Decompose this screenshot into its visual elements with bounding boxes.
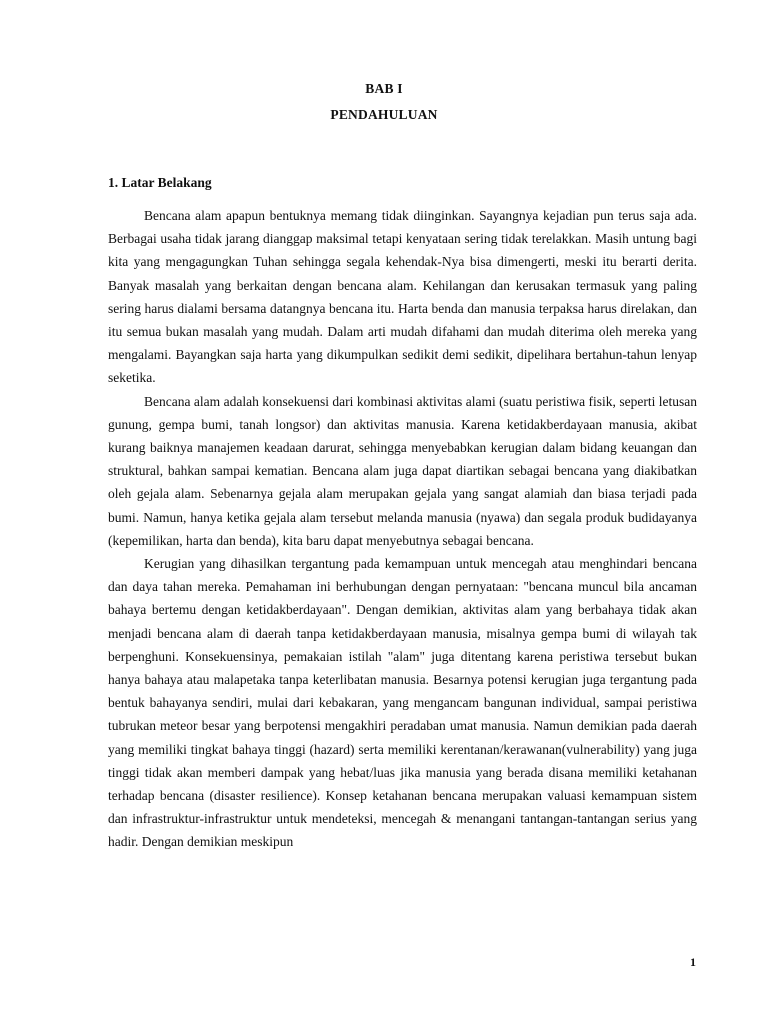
- chapter-title: PENDAHULUAN: [330, 107, 438, 122]
- body-text: [108, 204, 697, 854]
- section-heading: 1. Latar Belakang: [108, 175, 212, 190]
- paragraph-3: Kerugian yang dihasilkan tergantung pada kemampuan untuk mencegah atau menghindari bencana dan daya tahan mereka. Pemahaman ini berhubungan dengan pernyataan: "bencana muncul bila ancaman bahaya bertemu dengan ketidakberdayaan". Dengan demikian, aktivitas alam yang berbahaya tidak akan menjadi bencana alam di daerah tanpa ketidakberdayaan manusia, misalnya gempa bumi di wilayah tak berpenghuni. Konsekuensinya, pemakaian istilah "alam" juga ditentang karena peristiwa tersebut bukan hanya bahaya atau malapetaka tanpa keterlibatan manusia. Besarnya potensi kerugian juga tergantung pada bentuk bahayanya sendiri, mulai dari kebakaran, yang mengancam bangunan individual, sampai peristiwa tubrukan meteor besar yang berpotensi mengakhiri peradaban umat manusia. Namun demikian pada daerah yang memiliki tingkat bahaya tinggi (hazard) serta memiliki kerentanan/kerawanan(vulnerability) yang juga tinggi tidak akan memberi dampak yang hebat/luas jika manusia yang berada disana memiliki ketahanan terhadap bencana (disaster resilience). Konsep ketahanan bencana merupakan valuasi kemampuan sistem dan infrastruktur-infrastruktur untuk mendeteksi, mencegah & menangani tantangan-tantangan serius yang hadir. Dengan demikian meskipun: [108, 556, 697, 850]
- page-number: 1: [690, 955, 696, 969]
- chapter-number: BAB I: [365, 81, 403, 96]
- paragraph-2: Bencana alam adalah konsekuensi dari kombinasi aktivitas alami (suatu peristiwa fisik, seperti letusan gunung, gempa bumi, tanah longsor) dan aktivitas manusia. Karena ketidakberdayaan manusia, akibat kurang baiknya manajemen keadaan darurat, sehingga menyebabkan kerugian dalam bidang keuangan dan struktural, bahkan sampai kematian. Bencana alam juga dapat diartikan sebagai bencana yang diakibatkan oleh gejala alam. Sebenarnya gejala alam merupakan gejala yang sangat alamiah dan biasa terjadi pada bumi. Namun, hanya ketika gejala alam tersebut melanda manusia (nyawa) dan segala produk budidayanya (kepemilikan, harta dan benda), kita baru dapat menyebutnya sebagai bencana.: [108, 393, 697, 548]
- paragraph-1: Bencana alam apapun bentuknya memang tidak diinginkan. Sayangnya kejadian pun terus saja ada. Berbagai usaha tidak jarang dianggap maksimal tetapi kenyataan sering tidak terelakkan. Masih untung bagi kita yang mengagungkan Tuhan sehingga segala kehendak-Nya bisa dimengerti, meski itu berarti derita. Banyak masalah yang berkaitan dengan bencana alam. Kehilangan dan kerusakan termasuk yang paling sering harus dialami bersama datangnya bencana itu. Harta benda dan manusia terpaksa harus direlakan, dan itu semua bukan masalah yang mudah. Dalam arti mudah difahami dan mudah diterima oleh mereka yang mengalami. Bayangkan saja harta yang dikumpulkan sedikit demi sedikit, dipelihara bertahun-tahun lenyap seketika.: [108, 208, 697, 386]
